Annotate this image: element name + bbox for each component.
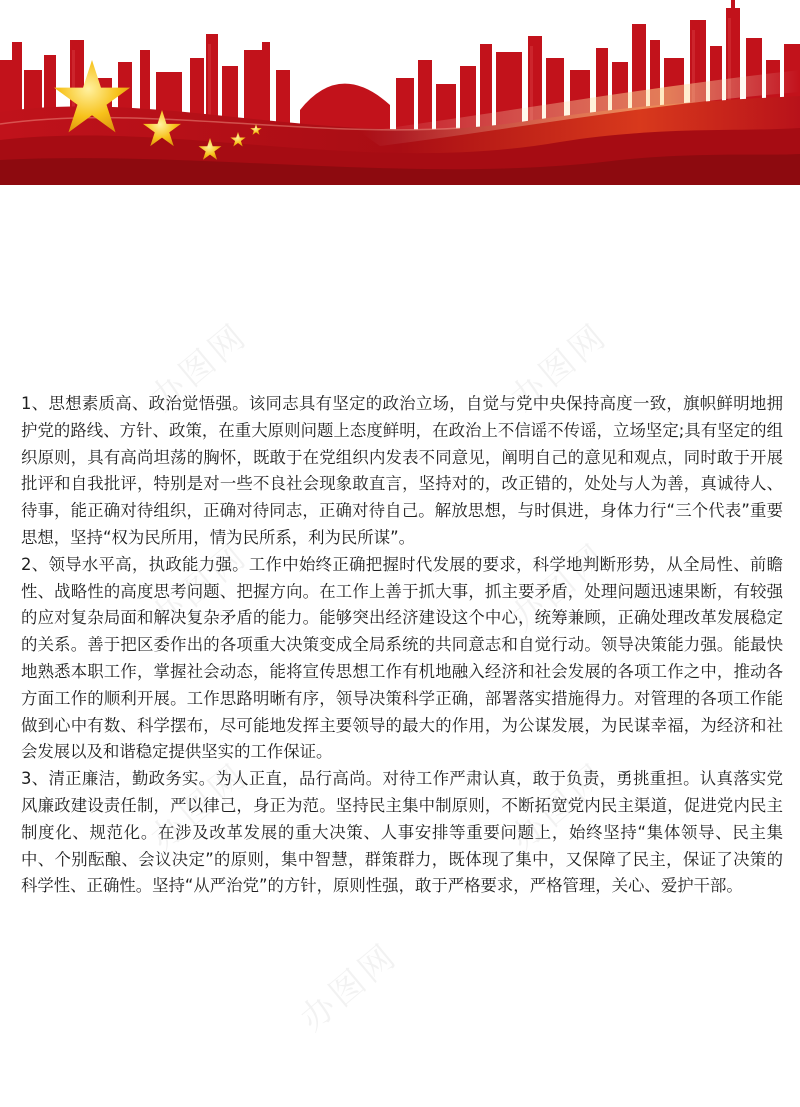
watermark: 办图网 [502,315,616,420]
watermark: 办图网 [502,535,616,640]
paragraph-political-quality: 1、思想素质高、政治觉悟强。该同志具有坚定的政治立场，自觉与党中央保持高度一致，旗帜鲜明地拥护党的路线、方针、政策，在重大原则问题上态度鲜明，在政治上不信谣不传谣，立场坚定;具有坚定的组织原则，具有高尚坦荡的胸怀，既敢于在党组织内发表不同意见，阐明自己的意见和观点，同时敢于开展批评和自我批评，特别是对一些不良社会现象敢直言，坚持对的，改正错的，处处与人为善，真诚待人、待事，能正确对待组织，正确对待同志，正确对待自己。解放思想，与时俱进，身体力行“三个代表”重要思想，坚持“权为民所用，情为民所系，利为民所谋”。 [21,394,783,547]
header-banner [0,0,800,185]
banner-graphic [0,0,800,185]
watermark: 办图网 [502,755,616,860]
watermark: 办图网 [142,755,256,860]
paragraph-leadership-ability: 2、领导水平高，执政能力强。工作中始终正确把握时代发展的要求，科学地判断形势，从全局性、前瞻性、战略性的高度思考问题、把握方向。在工作上善于抓大事，抓主要矛盾，处理问题迅速果断，有较强的应对复杂局面和解决复杂矛盾的能力。能够突出经济建设这个中心，统筹兼顾，正确处理改革发展稳定的关系。善于把区委作出的各项重大决策变成全局系统的共同意志和自觉行动。领导决策能力强。能最快地熟悉本职工作，掌握社会动态，能将宣传思想工作有机地融入经济和社会发展的各项工作之中，推动各方面工作的顺利开展。工作思路明晰有序，领导决策科学正确，部署落实措施得力。对管理的各项工作能做到心中有数、科学摆布，尽可能地发挥主要领导的最大的作用，为公谋发展，为民谋幸福，为经济和社会发展以及和谐稳定提供坚实的工作保证。 [21,554,783,762]
paragraph-integrity: 3、清正廉洁，勤政务实。为人正直，品行高尚。对待工作严肃认真，敢于负责，勇挑重担。认真落实党风廉政建设责任制，严以律己，身正为范。坚持民主集中制原则，不断拓宽党内民主渠道，促进党内民主制度化、规范化。在涉及改革发展的重大决策、人事安排等重要问题上，始终坚持“集体领导、民主集中、个别酝酿、会议决定”的原则，集中智慧，群策群力，既体现了集中，又保障了民主，保证了决策的科学性、正确性。坚持“从严治党”的方针，原则性强，敢于严格要求，严格管理，关心、爱护干部。 [21,769,783,896]
watermark: 办图网 [142,315,256,420]
document-body [21,391,783,900]
watermark: 办图网 [142,535,256,640]
watermark: 办图网 [292,935,406,1040]
